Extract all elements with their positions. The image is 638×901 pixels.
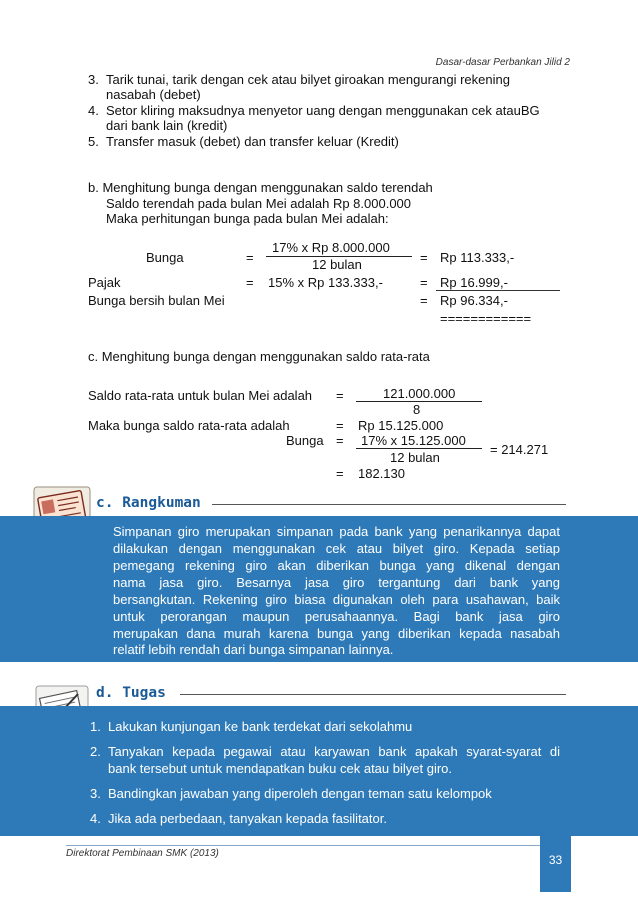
bunga-c-label: Bunga <box>286 433 324 448</box>
bunga-c-approx: = 214.271 <box>490 442 549 457</box>
rangkuman-line-8: relatif lebih rendah dari bunga simpanan lainnya. <box>113 642 394 657</box>
list-item-3-line2: nasabah (debet) <box>106 87 201 102</box>
bunga-eq2: = <box>420 250 428 265</box>
bunga-result: Rp 113.333,- <box>440 250 515 265</box>
pajak-underline <box>436 290 560 291</box>
pajak-result: Rp 16.999,- <box>440 275 508 290</box>
bunga-denominator: 12 bulan <box>312 257 362 272</box>
rangkuman-line-5: bersangkutan. Rekening giro biasa digunakan oleh para usahawan, baik <box>113 592 560 607</box>
page-number: 33 <box>548 853 563 867</box>
pajak-formula: 15% x Rp 133.333,- <box>268 275 383 290</box>
rangkuman-line-2: dilakukan dengan menggunakan cek atau bilyet giro. Kepada setiap <box>113 541 560 556</box>
list-item-5-num: 5. <box>88 134 99 149</box>
bersih-eq: = <box>420 293 428 308</box>
list-item-4-num: 4. <box>88 103 99 118</box>
saldo-eq: = <box>336 388 344 403</box>
rangkuman-line-4: nama jasa giro. Besarnya jasa giro tergantung dari bank yang <box>113 575 560 590</box>
rangkuman-line-6: untuk perorangan maupun perusahaannya. Bagi bank jasa giro <box>113 609 560 624</box>
part-c-heading: c. Menghitung bunga dengan menggunakan saldo rata-rata <box>88 349 430 364</box>
tugas-item-1: Lakukan kunjungan ke bank terdekat dari sekolahmu <box>108 719 413 734</box>
double-rule: ============ <box>440 311 532 326</box>
part-b-heading: b. Menghitung bunga dengan menggunakan saldo terendah <box>88 180 433 195</box>
maka-label: Maka bunga saldo rata-rata adalah <box>88 418 290 433</box>
rangkuman-line-1: Simpanan giro merupakan simpanan pada bank yang penarikannya dapat <box>113 524 560 539</box>
tugas-item-2-line1: Tanyakan kepada pegawai atau karyawan bank apakah syarat-syarat di <box>108 744 560 759</box>
final-value: 182.130 <box>358 466 405 481</box>
part-b-line3: Maka perhitungan bunga pada bulan Mei adalah: <box>106 211 389 226</box>
pajak-eq: = <box>246 275 254 290</box>
maka-value: Rp 15.125.000 <box>358 418 444 433</box>
bunga-numerator: 17% x Rp 8.000.000 <box>272 240 390 255</box>
rangkuman-line-7: merupakan dana murah karena bunga yang diberikan kepada nasabah <box>113 626 560 641</box>
final-eq: = <box>336 466 344 481</box>
bunga-c-fraction-bar <box>356 448 482 449</box>
saldo-label: Saldo rata-rata untuk bulan Mei adalah <box>88 388 313 403</box>
footer-text: Direktorat Pembinaan SMK (2013) <box>66 848 219 859</box>
rangkuman-rule <box>212 504 566 505</box>
bersih-result: Rp 96.334,- <box>440 293 508 308</box>
maka-eq: = <box>336 418 344 433</box>
tugas-item-4-num: 4. <box>90 811 101 826</box>
list-item-4-line1: Setor kliring maksudnya menyetor uang dengan menggunakan cek atauBG <box>106 103 540 118</box>
bunga-label: Bunga <box>146 250 184 265</box>
list-item-3-num: 3. <box>88 72 99 87</box>
saldo-denominator: 8 <box>413 402 421 417</box>
tugas-item-4: Jika ada perbedaan, tanyakan kepada fasilitator. <box>108 811 387 826</box>
tugas-item-2-line2: bank tersebut untuk mendapatkan buku cek atau bilyet giro. <box>108 761 452 776</box>
part-b-line2: Saldo terendah pada bulan Mei adalah Rp 8.000.000 <box>106 196 412 211</box>
list-item-3-line1: Tarik tunai, tarik dengan cek atau bilyet giroakan mengurangi rekening <box>106 72 510 87</box>
tugas-title: d. Tugas <box>96 685 166 701</box>
saldo-numerator: 121.000.000 <box>383 386 456 401</box>
tugas-rule <box>180 694 566 695</box>
tugas-item-3: Bandingkan jawaban yang diperoleh dengan teman satu kelompok <box>108 786 492 801</box>
tugas-item-2-num: 2. <box>90 744 101 759</box>
pajak-eq2: = <box>420 275 428 290</box>
bunga-c-denominator: 12 bulan <box>390 450 440 465</box>
list-item-4-line2: dari bank lain (kredit) <box>106 118 228 133</box>
bunga-eq: = <box>246 250 254 265</box>
footer-rule <box>66 845 540 846</box>
running-header: Dasar-dasar Perbankan Jilid 2 <box>435 57 570 68</box>
bunga-c-eq: = <box>336 433 344 448</box>
rangkuman-line-3: pemegang rekening giro akan diberikan bunga yang dikenal dengan <box>113 558 560 573</box>
tugas-item-3-num: 3. <box>90 786 101 801</box>
rangkuman-title: c. Rangkuman <box>96 495 201 511</box>
bunga-c-numerator: 17% x 15.125.000 <box>361 433 466 448</box>
pajak-label: Pajak <box>88 275 121 290</box>
bersih-label: Bunga bersih bulan Mei <box>88 293 225 308</box>
tugas-item-1-num: 1. <box>90 719 101 734</box>
list-item-5-line1: Transfer masuk (debet) dan transfer keluar (Kredit) <box>106 134 399 149</box>
